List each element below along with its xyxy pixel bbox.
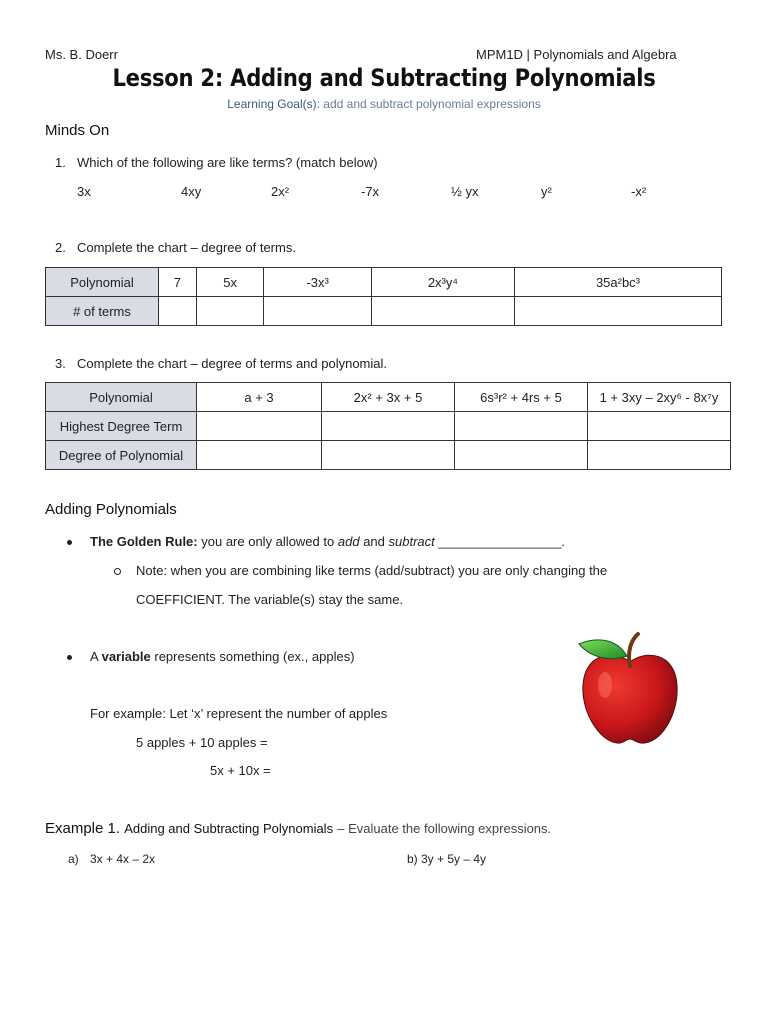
answer-cell[interactable] [371,297,514,326]
example1-heading [45,820,551,837]
table-cell: 35a²bc³ [514,268,721,297]
golden-rule-and: and [363,534,385,549]
learning-goal-label: Learning Goal(s): [227,97,320,111]
course-name: MPM1D | Polynomials and Algebra [476,47,677,62]
row-header: Polynomial [46,268,159,297]
variable-def [90,649,355,664]
like-term: 4xy [181,184,202,199]
variable-pre: A [90,649,98,664]
answer-cell[interactable] [588,441,731,470]
q2-text: Complete the chart – degree of terms. [77,240,296,255]
example1-title: Adding and Subtracting Polynomials [124,821,334,836]
x-expression: 5x + 10x = [210,763,271,778]
q3-number: 3. [55,356,66,371]
q2-number: 2. [55,240,66,255]
like-term: -7x [361,184,380,199]
q1-number: 1. [55,155,66,170]
answer-cell[interactable] [264,297,371,326]
sub-bullet-icon [114,568,121,575]
learning-goal-text: add and subtract polynomial expressions [323,97,541,111]
learning-goal [0,97,768,111]
row-header: # of terms [46,297,159,326]
answer-cell[interactable] [455,412,588,441]
golden-rule-text: you are only allowed to [201,534,335,549]
table-cell: a + 3 [197,383,322,412]
q1-text: Which of the following are like terms? (match below) [77,155,378,170]
golden-rule-add: add [337,534,360,549]
golden-rule-subtract: subtract [388,534,435,549]
like-term: 3x [77,184,91,199]
q3-text: Complete the chart – degree of terms and polynomial. [77,356,388,371]
variable-post: represents something (ex., apples) [154,649,355,664]
apple-illustration [575,630,685,748]
example-a-label: a) [68,852,79,866]
row-header: Highest Degree Term [46,412,197,441]
like-term: ½ yx [451,184,479,199]
row-header: Degree of Polynomial [46,441,197,470]
like-term: -x² [631,184,647,199]
table-cell: 1 + 3xy – 2xy⁶ - 8x⁷y [588,383,731,412]
answer-cell[interactable] [159,297,197,326]
note-line-1: Note: when you are combining like terms (add/subtract) you are only changing the [136,563,608,578]
example1-desc: – Evaluate the following expressions. [337,821,552,836]
apples-expression: 5 apples + 10 apples = [136,735,268,750]
example-intro: For example: Let ‘x’ represent the number of apples [90,706,388,721]
answer-cell[interactable] [196,297,264,326]
bullet-icon [67,540,72,545]
answer-cell[interactable] [322,412,455,441]
row-header: Polynomial [46,383,197,412]
degree-of-terms-table [45,267,722,326]
table-cell: 5x [196,268,264,297]
like-term: y² [541,184,552,199]
teacher-name: Ms. B. Doerr [45,47,118,62]
table-cell: 6s³r² + 4rs + 5 [455,383,588,412]
example-b-expression: b) 3y + 5y – 4y [407,852,487,866]
golden-rule-label: The Golden Rule: [90,534,198,549]
minds-on-heading: Minds On [45,122,110,139]
page-title: Lesson 2: Adding and Subtracting Polynomials [112,64,656,92]
example1-label: Example 1. [45,820,121,837]
bullet-icon [67,655,72,660]
answer-cell[interactable] [455,441,588,470]
answer-cell[interactable] [322,441,455,470]
answer-cell[interactable] [514,297,721,326]
table-cell: 2x³y⁴ [371,268,514,297]
variable-word: variable [101,649,151,664]
table-cell: 2x² + 3x + 5 [322,383,455,412]
answer-cell[interactable] [197,412,322,441]
answer-cell[interactable] [588,412,731,441]
table-cell: -3x³ [264,268,371,297]
golden-rule-blank[interactable]: _________________. [438,534,565,549]
adding-heading: Adding Polynomials [45,501,177,518]
note-line-2: COEFFICIENT. The variable(s) stay the same. [136,592,404,607]
table-cell: 7 [159,268,197,297]
example-a-expression: 3x + 4x – 2x [90,852,156,866]
degree-of-polynomial-table [45,382,731,470]
like-term: 2x² [271,184,290,199]
answer-cell[interactable] [197,441,322,470]
golden-rule [90,534,565,549]
